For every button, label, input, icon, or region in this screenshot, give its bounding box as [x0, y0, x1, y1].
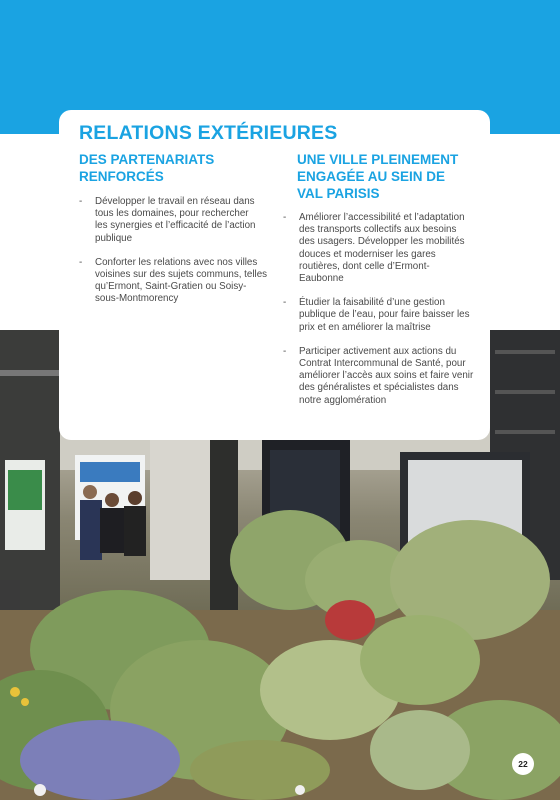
list-item-line: tous les domaines, pour rechercher	[95, 208, 249, 220]
heading-line: RENFORCÉS	[79, 169, 164, 184]
list-item-line: les synergies et l’efficacité de l’action	[95, 220, 256, 232]
list-item-line: Eaubonne	[299, 273, 344, 285]
list-item-line: sous-Montmorency	[95, 293, 179, 305]
list-item-line: prix et en améliorer la maîtrise	[299, 321, 431, 333]
heading-line: DES PARTENARIATS	[79, 152, 215, 167]
list-item-line: voisines sur des sujets communs, telles	[95, 269, 268, 281]
list-item-line: Contrat Intercommunal de Santé, pour	[299, 358, 466, 370]
heading-line: ENGAGÉE AU SEIN DE	[297, 169, 446, 184]
list-item-line: - Améliorer l’accessibilité et l’adaptation	[299, 212, 465, 223]
list-item-line: publique de l’eau, pour faire baisser les	[299, 309, 470, 321]
list-item	[79, 257, 279, 306]
list-item-line: des généralistes et spécialistes dans	[299, 382, 459, 394]
right-column-list	[283, 212, 488, 419]
list-item	[283, 212, 488, 285]
list-item	[283, 346, 488, 407]
heading-line: VAL PARISIS	[297, 186, 380, 201]
list-item-line: des transports collectifs aux besoins	[299, 224, 457, 236]
list-item	[283, 297, 488, 334]
list-item-line: - Développer le travail en réseau dans	[95, 196, 255, 207]
list-item-line: publique	[95, 232, 133, 244]
page-number-badge: 22	[512, 753, 534, 775]
list-item-line: - Étudier la faisabilité d’une gestion	[299, 297, 445, 309]
list-item-line: notre agglomération	[299, 394, 387, 406]
page-title: RELATIONS EXTÉRIEURES	[79, 122, 338, 144]
list-item-line: des usagers. Développer les mobilités	[299, 236, 465, 248]
list-item-line: - Conforter les relations avec nos villes	[95, 256, 258, 268]
list-item-line: routières, dont celle d’Ermont-	[299, 260, 430, 272]
left-column-heading	[79, 151, 214, 185]
list-item	[79, 196, 279, 245]
right-column-heading	[297, 151, 458, 202]
list-item-line: - Participer activement aux actions du	[299, 345, 457, 357]
heading-line: UNE VILLE PLEINEMENT	[297, 152, 459, 167]
left-column-list	[79, 196, 279, 318]
list-item-line: qu’Ermont, Saint-Gratien ou Soisy-	[95, 281, 247, 293]
list-item-line: douces et moderniser les gares	[299, 248, 436, 260]
list-item-line: améliorer l’accès aux soins et faire venir	[299, 370, 474, 382]
